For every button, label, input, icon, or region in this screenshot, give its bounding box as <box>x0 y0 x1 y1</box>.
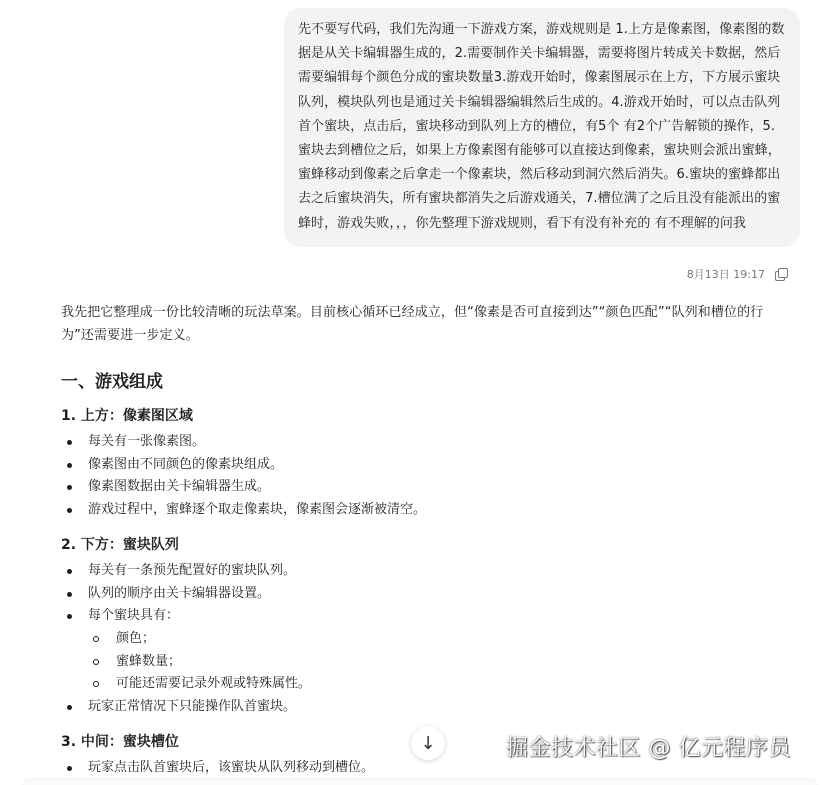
subsection-title: 2. 下方：蜜块队列 <box>61 536 179 553</box>
message-meta <box>687 266 787 282</box>
list-item: 玩家点击队首蜜块后，该蜜块从队列移动到槽位。 <box>61 757 791 780</box>
list-item <box>61 605 791 696</box>
sub-list-item: 蜜蜂数量； <box>88 651 791 674</box>
copy-icon[interactable] <box>775 268 787 280</box>
bullet-list <box>61 431 791 522</box>
list-item: 每关有一张像素图。 <box>61 431 791 454</box>
list-item: 像素图数据由关卡编辑器生成。 <box>61 476 791 499</box>
assistant-answer <box>61 301 791 779</box>
list-item-text: 每个蜜块具有： <box>88 608 180 624</box>
answer-intro: 我先把它整理成一份比较清晰的玩法草案。目前核心循环已经成立，但“像素是否可直接到达”“颜色匹配”“队列和槽位的行为”还需要进一步定义。 <box>61 305 764 343</box>
list-item: 每关有一条预先配置好的蜜块队列。 <box>61 560 791 583</box>
user-message-text: 先不要写代码，我们先沟通一下游戏方案，游戏规则是 1.上方是像素图，像素图的数据是从关卡编辑器生成的，2.需要制作关卡编辑器，需要将图片转成关卡数据，然后需要编辑每个颜色分成的蜜块数量3.游戏开始时，像素图展示在上方，下方展示蜜块队列，模块队列也是通过关卡编辑器编辑然后生成的。4.游戏开始时，可以点击队列首个蜜块，点击后，蜜块移动到队列上方的槽位，有5个 有2个广告解锁的操作，5.蜜块去到槽位之后，如果上方像素图有能够可以直接达到像素，蜜块则会派出蜜蜂，蜜蜂移动到像素之后拿走一个像素块，然后移动到洞穴然后消失。6.蜜块的蜜蜂都出去之后蜜块消失，所有蜜块都消失之后游戏通关，7.槽位满了之后且没有能派出的蜜蜂时，游戏失败，，，你先整理下游戏规则，看下有没有补充的 有不理解的问我 <box>298 22 785 231</box>
subsection-title: 3. 中间：蜜块槽位 <box>61 733 179 750</box>
sub-list-item: 颜色； <box>88 628 791 651</box>
sub-bullet-list <box>88 628 791 696</box>
message-timestamp: 8月13日 19:17 <box>686 268 765 281</box>
section-title: 一、游戏组成 <box>61 372 163 392</box>
watermark: 掘金技术社区 @ 亿元程序员 <box>506 736 791 761</box>
composer-edge <box>20 780 820 785</box>
bullet-list <box>61 560 791 719</box>
subsection-title: 1. 上方：像素图区域 <box>61 408 193 424</box>
list-item: 像素图由不同颜色的像素块组成。 <box>61 454 791 477</box>
sub-list-item: 可能还需要记录外观或特殊属性。 <box>88 673 791 696</box>
list-item: 队列的顺序由关卡编辑器设置。 <box>61 583 791 606</box>
list-item: 游戏过程中，蜜蜂逐个取走像素块，像素图会逐渐被清空。 <box>61 499 791 522</box>
list-item: 玩家正常情况下只能操作队首蜜块。 <box>61 696 791 719</box>
arrow-down-icon: ↓ <box>420 732 436 754</box>
scroll-down-button[interactable] <box>411 726 445 760</box>
user-message-bubble <box>284 8 800 247</box>
